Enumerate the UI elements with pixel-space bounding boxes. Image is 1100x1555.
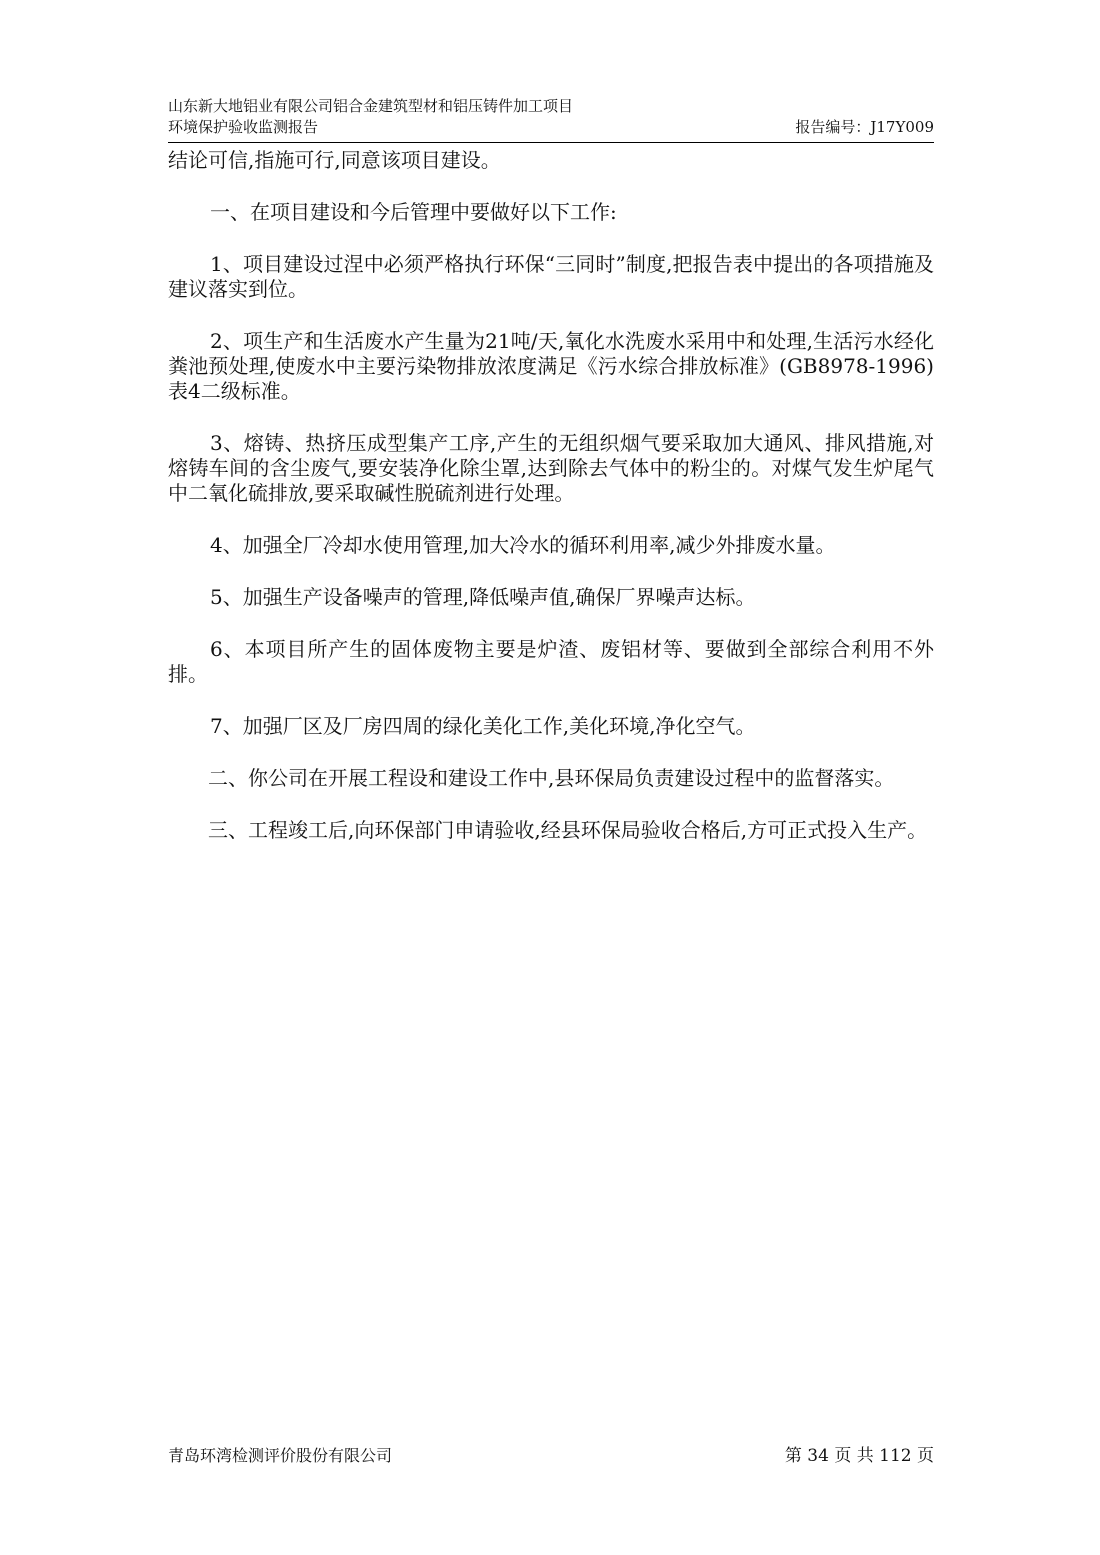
paragraph-item-2: 2、项生产和生活废水产生量为21吨/天,氧化水洗废水采用中和处理,生活污水经化粪池预处理,使废水中主要污染物排放浓度满足《污水综合排放标准》(GB8978-1996)表4二级标准。 bbox=[168, 329, 934, 403]
paragraph-section-one-heading: 一、在项目建设和今后管理中要做好以下工作: bbox=[210, 200, 617, 224]
header-report-type: 环境保护验收监测报告 bbox=[168, 118, 319, 136]
paragraph-conclusion: 结论可信,指施可行,同意该项目建设。 bbox=[168, 148, 501, 172]
body-text bbox=[168, 148, 934, 870]
header-divider bbox=[168, 142, 934, 143]
page-footer bbox=[168, 1441, 934, 1466]
footer-page-number: 第 34 页 共 112 页 bbox=[784, 1446, 934, 1466]
paragraph-item-1: 1、项目建设过涅中必须严格执行环保“三同时”制度,把报告表中提出的各项措施及建议落实到位。 bbox=[168, 252, 934, 301]
paragraph-item-7: 7、加强厂区及厂房四周的绿化美化工作,美化环境,净化空气。 bbox=[210, 714, 756, 738]
header-project-title: 山东新大地铝业有限公司铝合金建筑型材和铝压铸件加工项目 bbox=[168, 97, 574, 115]
paragraph-section-two: 二、你公司在开展工程设和建设工作中,县环保局负责建设过程中的监督落实。 bbox=[208, 766, 895, 790]
header-report-number: 报告编号：J17Y009 bbox=[795, 118, 934, 136]
paragraph-item-4: 4、加强全厂冷却水使用管理,加大冷水的循环利用率,减少外排废水量。 bbox=[210, 533, 836, 557]
page-header bbox=[168, 96, 934, 138]
paragraph-item-5: 5、加强生产设备噪声的管理,降低噪声值,确保厂界噪声达标。 bbox=[210, 585, 756, 609]
paragraph-item-6: 6、本项目所产生的固体废物主要是炉渣、废铝材等、要做到全部综合利用不外排。 bbox=[168, 637, 934, 686]
paragraph-item-3: 3、熔铸、热挤压成型集产工序,产生的无组织烟气要采取加大通风、排风措施,对熔铸车间的含尘废气,要安装净化除尘罩,达到除去气体中的粉尘的。对煤气发生炉尾气中二氧化硫排放,要采取碱性脱硫剂进行处理。 bbox=[168, 431, 934, 505]
footer-company: 青岛环湾检测评价股份有限公司 bbox=[168, 1446, 393, 1465]
header-row bbox=[168, 117, 934, 138]
paragraph-section-three: 三、工程竣工后,向环保部门申请验收,经县环保局验收合格后,方可正式投入生产。 bbox=[208, 818, 928, 842]
